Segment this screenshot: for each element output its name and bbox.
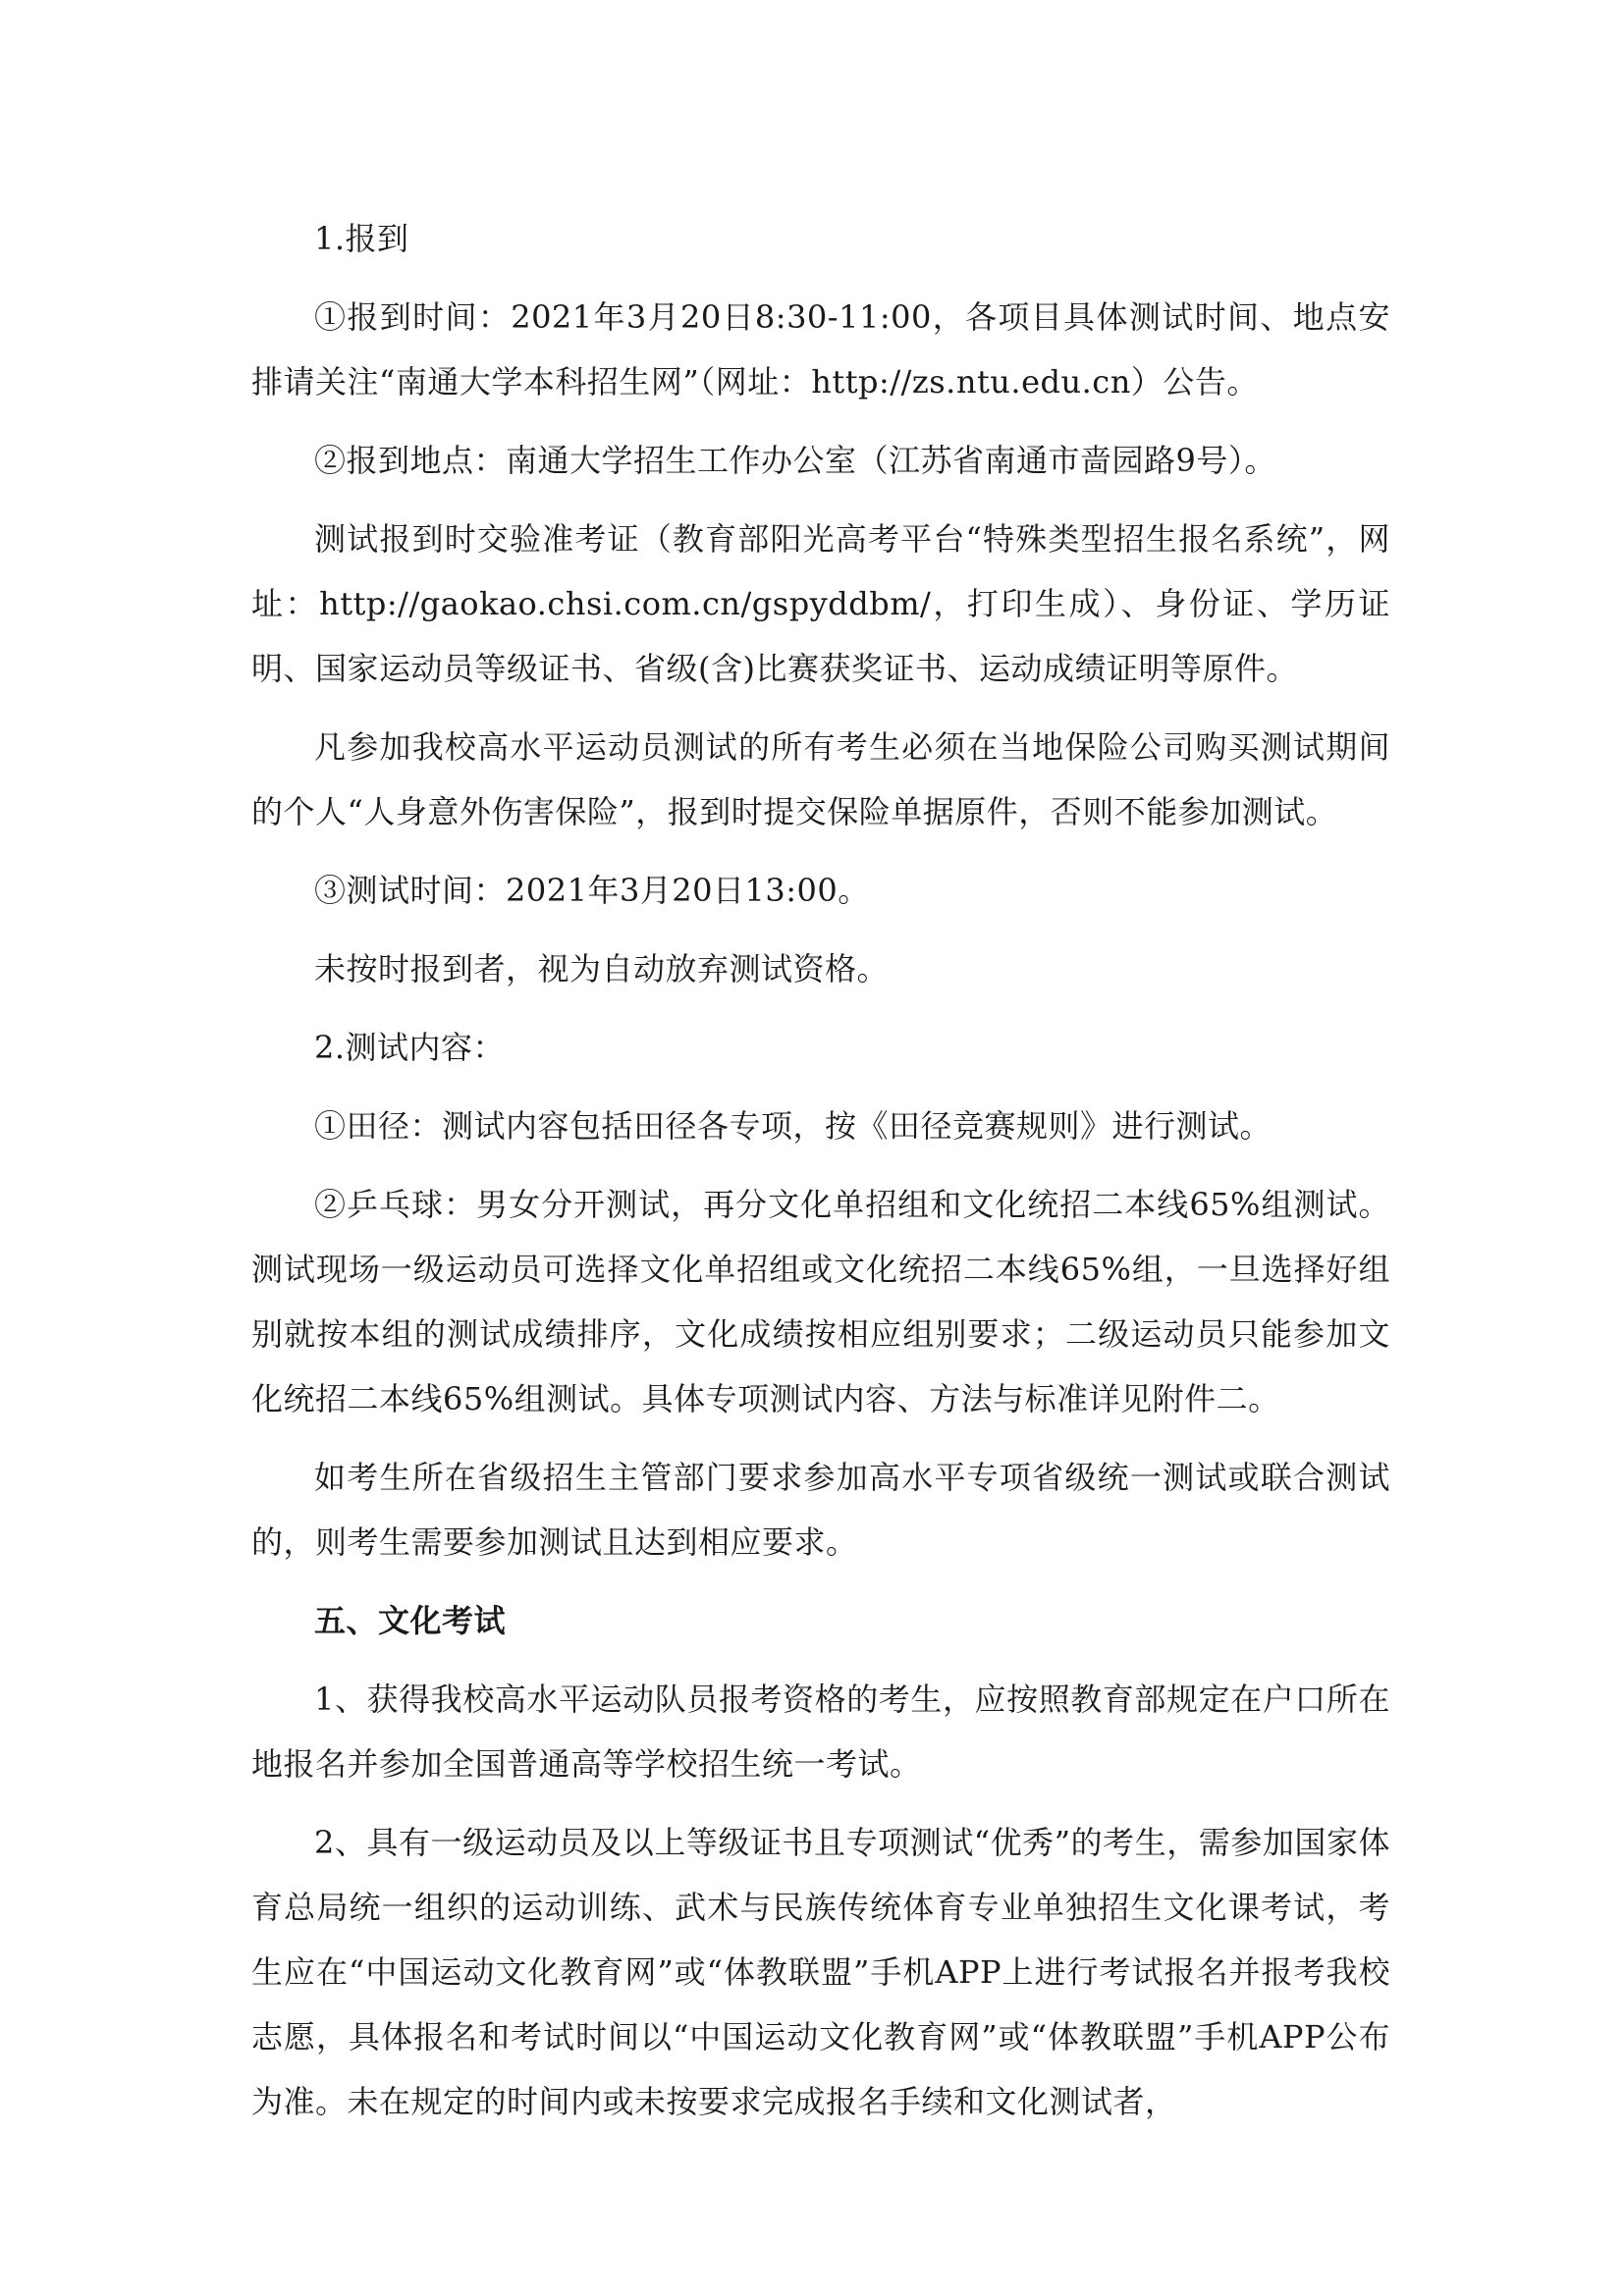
paragraph-insurance: 凡参加我校高水平运动员测试的所有考生必须在当地保险公司购买测试期间的个人“人身意外伤害保险”，报到时提交保险单据原件，否则不能参加测试。 xyxy=(251,728,1390,830)
paragraph-test-time: ③测试时间：2021年3月20日13:00。 xyxy=(314,872,870,909)
paragraph-report-time: ①报到时间：2021年3月20日8:30-11:00，各项目具体测试时间、地点安排请关注“南通大学本科招生网”（网址：http://zs.ntu.edu.cn）公告。 xyxy=(251,298,1390,400)
paragraph-provincial-test: 如考生所在省级招生主管部门要求参加高水平专项省级统一测试或联合测试的，则考生需要参加测试且达到相应要求。 xyxy=(251,1459,1390,1561)
paragraph-cultural-exam-1: 1、获得我校高水平运动队员报考资格的考生，应按照教育部规定在户口所在地报名并参加全国普通高等学校招生统一考试。 xyxy=(251,1681,1390,1783)
document-page xyxy=(251,206,1390,2134)
paragraph-report-heading: 1.报到 xyxy=(314,220,409,257)
section-heading-cultural-exam: 五、文化考试 xyxy=(314,1602,507,1639)
paragraph-athletics: ①田径：测试内容包括田径各专项，按《田径竞赛规则》进行测试。 xyxy=(314,1107,1272,1145)
paragraph-table-tennis: ②乒乓球：男女分开测试，再分文化单招组和文化统招二本线65%组测试。测试现场一级运动员可选择文化单招组或文化统招二本线65%组，一旦选择好组别就按本组的测试成绩排序，文化成绩按相应组别要求；二级运动员只能参加文化统招二本线65%组测试。具体专项测试内容、方法与标准详见附件二。 xyxy=(251,1186,1390,1417)
paragraph-test-content-heading: 2.测试内容： xyxy=(314,1029,506,1066)
paragraph-documents-required: 测试报到时交验准考证（教育部阳光高考平台“特殊类型招生报名系统”，网址：http://gaokao.chsi.com.cn/gspyddbm/，打印生成）、身份证、学历证明、国家运动员等级证书、省级(含)比赛获奖证书、运动成绩证明等原件。 xyxy=(251,520,1390,687)
paragraph-cultural-exam-2: 2、具有一级运动员及以上等级证书且专项测试“优秀”的考生，需参加国家体育总局统一组织的运动训练、武术与民族传统体育专业单独招生文化课考试，考生应在“中国运动文化教育网”或“体教联盟”手机APP上进行考试报名并报考我校志愿，具体报名和考试时间以“中国运动文化教育网”或“体教联盟”手机APP公布为准。未在规定的时间内或未按要求完成报名手续和文化测试者， xyxy=(251,1824,1390,2120)
paragraph-late-arrival: 未按时报到者，视为自动放弃测试资格。 xyxy=(314,950,890,988)
paragraph-report-location: ②报到地点：南通大学招生工作办公室（江苏省南通市啬园路9号）。 xyxy=(314,442,1276,479)
